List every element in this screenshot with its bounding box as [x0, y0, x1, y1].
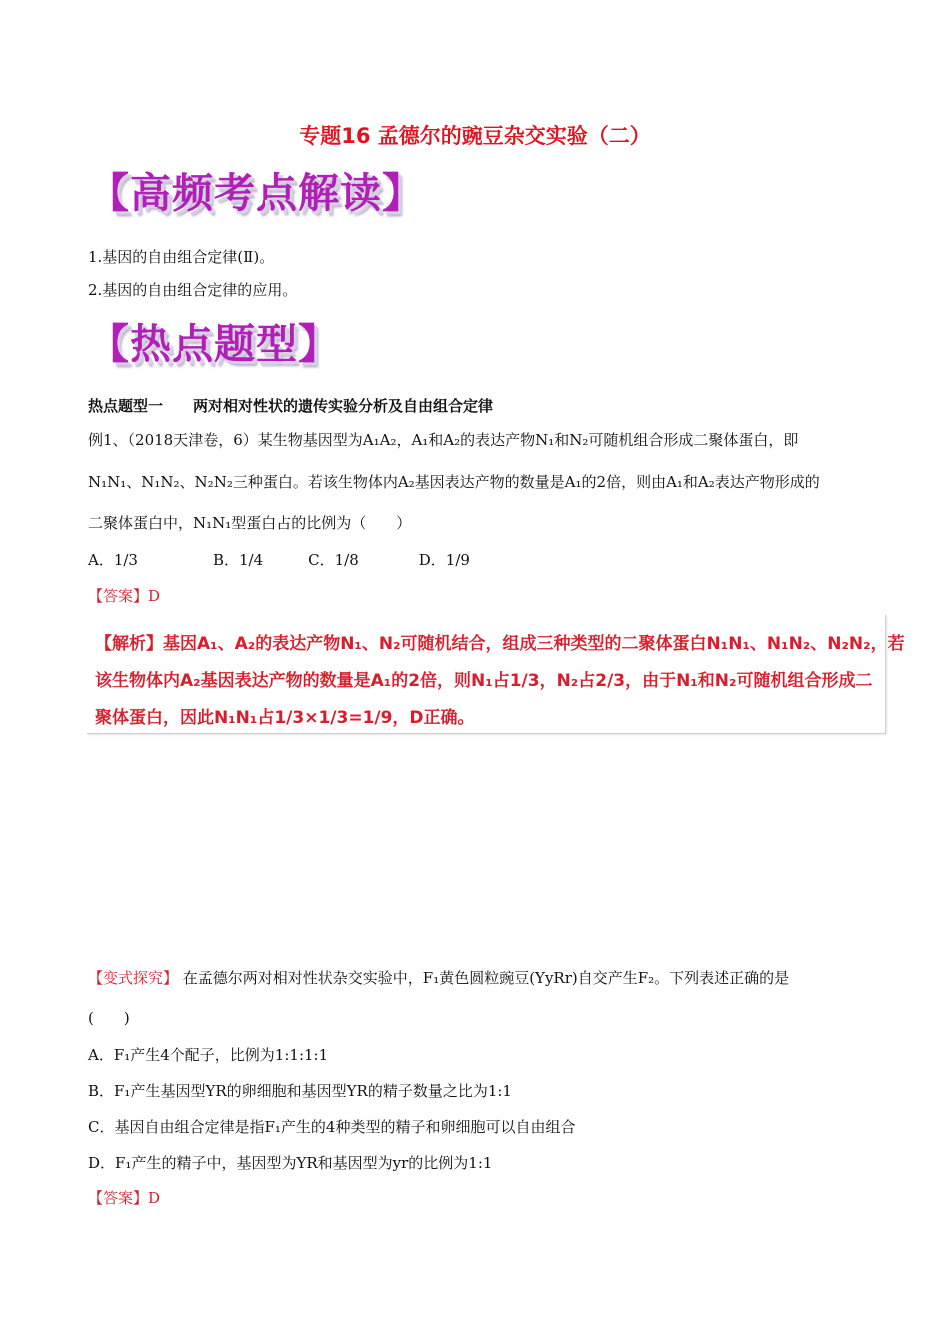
answer-label: 【答案】	[88, 587, 149, 605]
example-answer	[88, 585, 160, 606]
key-point-1: 1.基因的自由组合定律(Ⅱ)。	[88, 248, 275, 266]
variant-answer-label: 【答案】	[88, 1189, 149, 1207]
variant-option-a: A．F₁产生4个配子，比例为1:1:1:1	[88, 1046, 329, 1064]
analysis-line-2: 该生物体内A₂基因表达产物的数量是A₁的2倍，则N₁占1/3，N₂占2/3，由于N₁和N₂可随机组合形成二	[95, 671, 873, 691]
variant-answer	[88, 1187, 160, 1208]
variant-label: 【变式探究】	[88, 969, 179, 987]
analysis-line-3: 聚体蛋白，因此N₁N₁占1/3×1/3=1/9，D正确。	[95, 708, 475, 728]
key-points-banner: 【高频考点解读】	[88, 169, 424, 217]
variant-option-c: C．基因自由组合定律是指F₁产生的4种类型的精子和卵细胞可以自由组合	[88, 1118, 576, 1136]
analysis-line-1: 【解析】基因A₁、A₂的表达产物N₁、N₂可随机结合，组成三种类型的二聚体蛋白N₁N₁、N₁N₂、N₂N₂，若	[95, 634, 905, 654]
example-options: A．1/3 B．1/4 C．1/8 D．1/9	[88, 551, 470, 569]
example-line-2: N₁N₁、N₁N₂、N₂N₂三种蛋白。若该生物体内A₂基因表达产物的数量是A₁的2倍，则由A₁和A₂表达产物形成的	[88, 473, 820, 491]
key-point-2: 2.基因的自由组合定律的应用。	[88, 281, 298, 299]
section-heading: 热点题型一 两对相对性状的遗传实验分析及自由组合定律	[88, 397, 494, 415]
page-title: 专题16 孟德尔的豌豆杂交实验（二）	[299, 124, 651, 148]
example-line-1: 例1、（2018天津卷，6）某生物基因型为A₁A₂，A₁和A₂的表达产物N₁和N₂可随机组合形成二聚体蛋白，即	[88, 431, 799, 449]
variant-question-text: 在孟德尔两对相对性状杂交实验中，F₁黄色圆粒豌豆(YyRr)自交产生F₂。下列表述正确的是	[178, 969, 790, 987]
variant-option-b: B．F₁产生基因型YR的卵细胞和基因型YR的精子数量之比为1:1	[88, 1082, 512, 1100]
example-line-3: 二聚体蛋白中，N₁N₁型蛋白占的比例为（ ）	[88, 514, 412, 532]
variant-question	[88, 967, 789, 988]
variant-option-d: D．F₁产生的精子中，基因型为YR和基因型为yr的比例为1:1	[88, 1154, 493, 1172]
variant-answer-value: D	[148, 1189, 161, 1207]
analysis-box	[87, 615, 905, 734]
answer-value: D	[148, 587, 161, 605]
variant-paren: ( )	[88, 1009, 130, 1027]
hot-topics-banner: 【热点题型】	[88, 320, 340, 368]
